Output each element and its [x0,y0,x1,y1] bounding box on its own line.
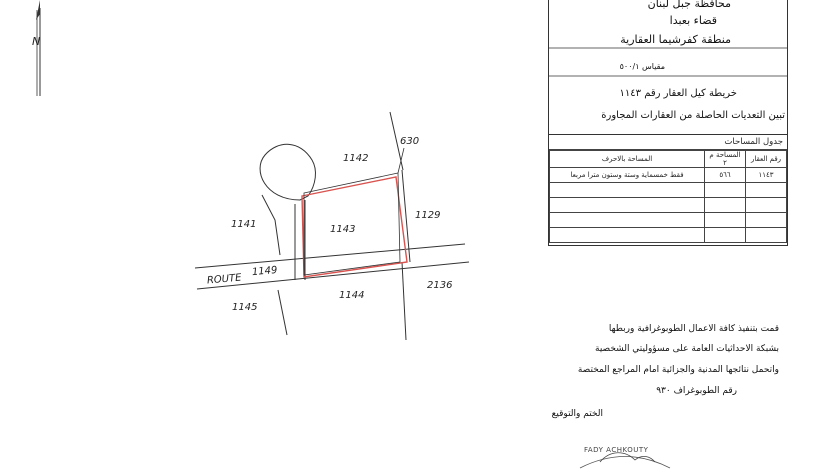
north-arrow [36,0,40,96]
cell-area-words [550,213,705,228]
stamp-name: FADY ACHKOUTY [584,446,649,454]
plan-title-line1: خريطة كيل العقار رقم ١١٤٣ [619,88,737,99]
route-label: ROUTE [206,272,242,287]
parcel-label-1141: 1141 [231,219,257,230]
route-number-label: 1149 [251,264,278,279]
parcel-label-1129: 1129 [415,210,441,221]
parcel-label-1145: 1145 [232,302,258,313]
table-row [550,228,787,243]
header-parcel-no: رقم العقار [746,151,787,168]
cell-area-words [550,198,705,213]
table-row [550,168,787,183]
cell-area-m2 [705,183,746,198]
cell-area-m2 [705,198,746,213]
cell-area-m2 [705,228,746,243]
cell-area-m2 [705,213,746,228]
cell-parcel-no [746,198,787,213]
header-area-m2: المساحة م ٢ [705,151,746,168]
seal-signature-label: الختم والتوقيع [551,409,603,419]
parcel-label-1144: 1144 [339,290,365,301]
table-row [550,213,787,228]
areas-table-grid [549,150,787,243]
cell-parcel-no [746,213,787,228]
parcel-label-1142: 1142 [343,153,369,164]
areas-table [548,134,788,246]
parcel-label-1143: 1143 [330,224,356,235]
surveyor-number: رقم الطوبوغراف ٩٣٠ [656,386,737,396]
table-row [550,198,787,213]
cell-area-words [550,228,705,243]
cell-area-words [550,183,705,198]
cell-area-words: فقط خمسماية وستة وستون مترا مربعا [550,168,705,183]
parcel-label-2136: 2136 [427,280,453,291]
table-header-row [550,151,787,168]
scale-text: مقياس ٥٠٠/١ [619,62,665,71]
plan-title-line2: تبين التعديات الحاصلة من العقارات المجاورة [601,110,785,121]
table-row [550,183,787,198]
declaration-line3: واتحمل نتائجها المدنية والجزائية امام المراجع المختصة [577,365,779,375]
cell-parcel-no: ١١٤٣ [746,168,787,183]
cell-area-m2: ٥٦٦ [705,168,746,183]
governorate-text: محافظة جبل لبنان [647,0,731,10]
surveyor-stamp [570,440,680,470]
declaration-line2: بشبكة الاحداثيات العامة على مسؤوليتي الشخصية [595,344,779,354]
cell-parcel-no [746,228,787,243]
header-area-words: المساحة بالاحرف [550,151,705,168]
parcel-label-630: 630 [400,136,420,147]
north-label: N [32,35,41,48]
zone-text: منطقة كفرشيما العقارية [620,33,731,46]
declaration-line1: قمت بتنفيذ كافة الاعمال الطوبوغرافية وربطها [608,324,779,334]
district-text: قضاء بعبدا [669,14,717,27]
cell-parcel-no [746,183,787,198]
areas-table-title: جدول المساحات [549,135,787,150]
